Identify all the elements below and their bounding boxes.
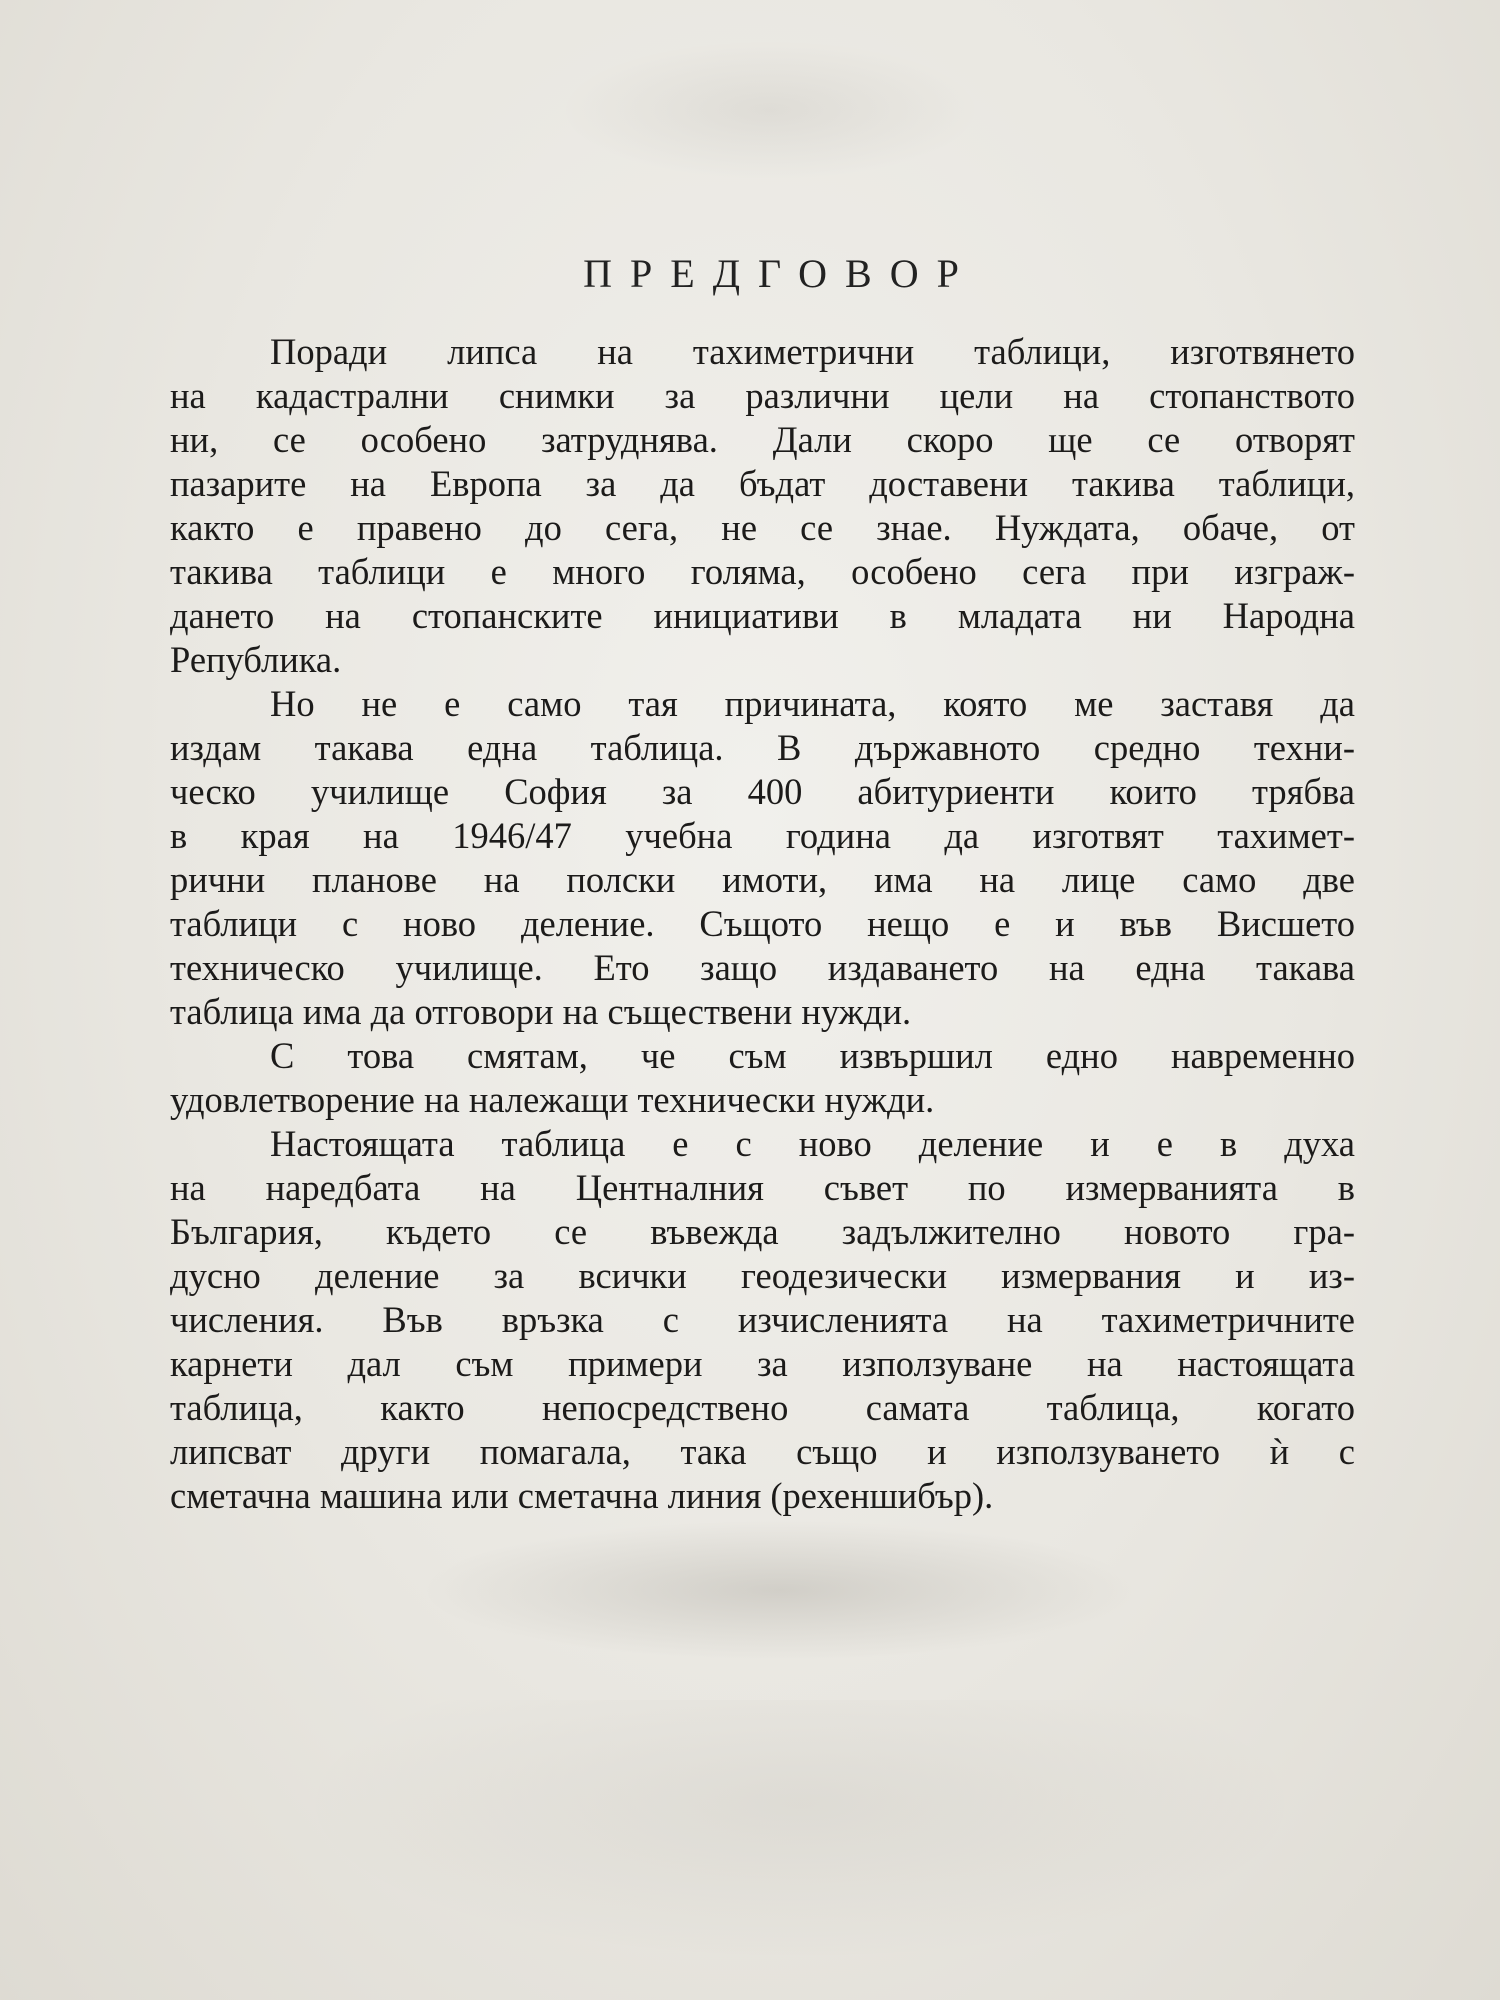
text-line: ческо училище София за 400 абитуриенти които трябва	[170, 771, 1355, 812]
show-through-smudge-top	[560, 40, 980, 180]
text-line: числения. Във връзка с изчисленията на тахиметричните	[170, 1299, 1355, 1340]
text-line: таблици с ново деление. Същото нещо е и във Висшето	[170, 903, 1355, 944]
paragraph-2	[170, 682, 1355, 1034]
text-line: удовлетворение на належащи технически нужди.	[170, 1079, 935, 1120]
text-line: България, където се въвежда задължително новото гра-	[170, 1211, 1355, 1252]
text-line: дането на стопанските инициативи в младата ни Народна	[170, 595, 1355, 636]
text-line: рични планове на полски имоти, има на лице само две	[170, 859, 1355, 900]
text-line: карнети дал съм примери за използуване на настоящата	[170, 1343, 1355, 1384]
text-line: издам такава една таблица. В държавното средно техни-	[170, 727, 1355, 768]
text-line: дусно деление за всички геодезически измервания и из-	[170, 1255, 1355, 1296]
text-line: пазарите на Европа за да бъдат доставени такива таблици,	[170, 463, 1355, 504]
paragraph-4	[170, 1122, 1355, 1518]
paragraph-1	[170, 330, 1355, 682]
text-line: С това смятам, че съм извършил едно навременно	[270, 1035, 1355, 1076]
text-line: Настоящата таблица е с ново деление и е в духа	[270, 1123, 1355, 1164]
show-through-smudge-bottom	[300, 1700, 1300, 1960]
text-line: на кадастрални снимки за различни цели на стопанството	[170, 375, 1355, 416]
show-through-smudge	[420, 1520, 1140, 1660]
text-line: Поради липса на тахиметрични таблици, изготвянето	[270, 331, 1355, 372]
text-line: таблица, както непосредствено самата таблица, когато	[170, 1387, 1355, 1428]
text-line: Република.	[170, 639, 342, 680]
text-line: липсват други помагала, така също и използуването ѝ с	[170, 1431, 1355, 1472]
text-line: Но не е само тая причината, която ме заставя да	[270, 683, 1355, 724]
page-title: ПРЕДГОВОР	[583, 251, 977, 296]
text-line: ни, се особено затруднява. Дали скоро ще се отворят	[170, 419, 1355, 460]
preface-body	[170, 330, 1355, 1518]
text-line: на наредбата на Центналния съвет по измерванията в	[170, 1167, 1355, 1208]
text-line: техническо училище. Ето защо издаването на една такава	[170, 947, 1355, 988]
paragraph-3	[170, 1034, 1355, 1122]
text-line: както е правено до сега, не се знае. Нуждата, обаче, от	[170, 507, 1355, 548]
text-line: такива таблици е много голяма, особено сега при изграж-	[170, 551, 1355, 592]
text-line: сметачна машина или сметачна линия (рехеншибър).	[170, 1475, 994, 1516]
text-line: в края на 1946/47 учебна година да изготвят тахимет-	[170, 815, 1355, 856]
text-line: таблица има да отговори на съществени нужди.	[170, 991, 912, 1032]
